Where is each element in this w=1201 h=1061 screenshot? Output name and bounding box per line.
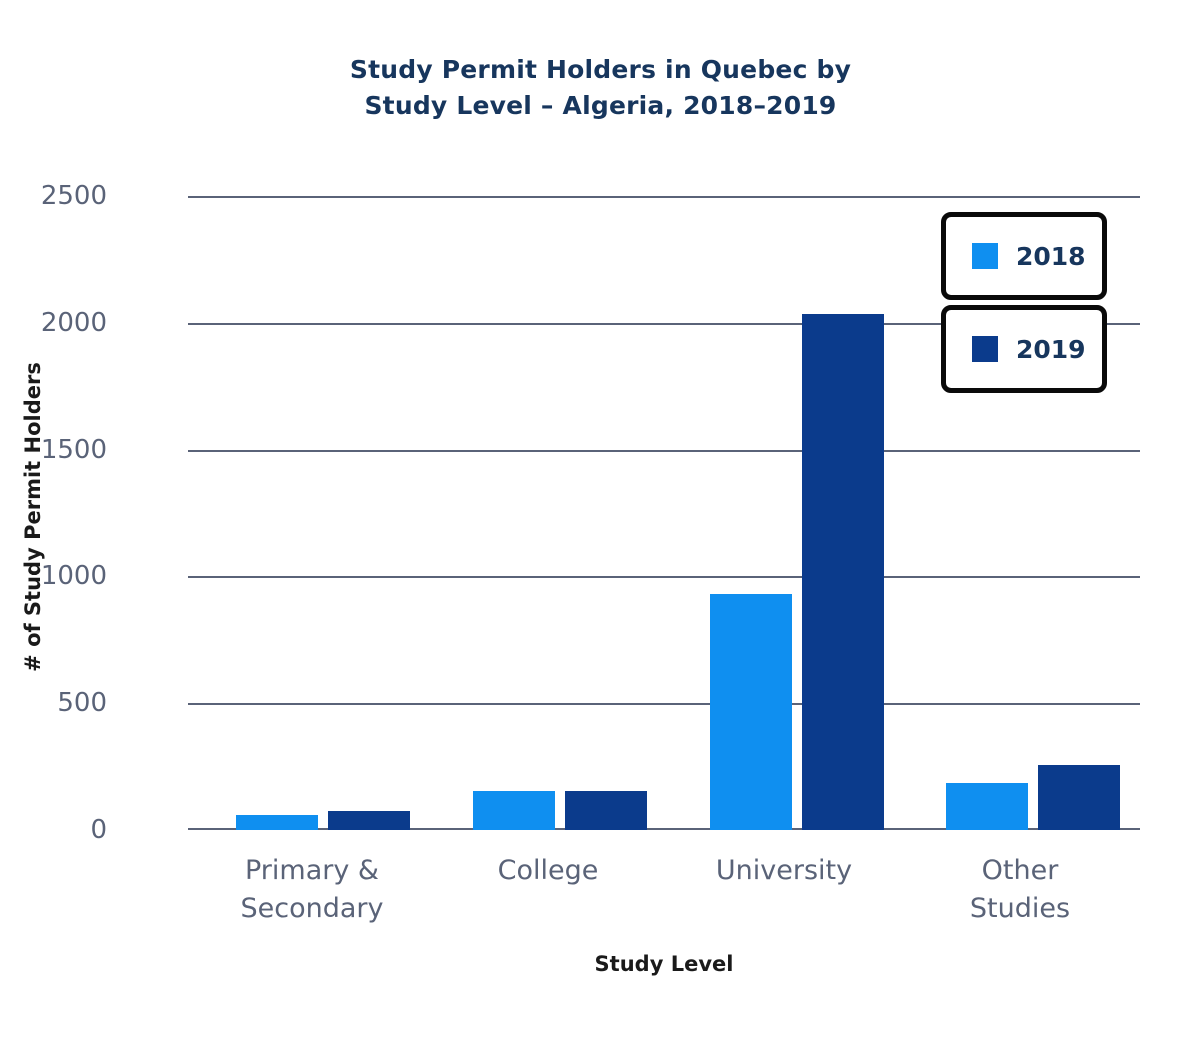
y-tick-0: 0 [90, 815, 107, 845]
x-tick-university-line-1: University [715, 855, 853, 886]
y-tick-1500: 1500 [40, 435, 107, 465]
bar-2019-college [565, 791, 647, 830]
y-tick-1000: 1000 [40, 561, 107, 591]
bar-2018-primary-secondary [236, 815, 318, 830]
chart-title-line-1: Study Permit Holders in Quebec by [349, 55, 852, 84]
x-tick-primary-secondary-line-2: Secondary [240, 893, 384, 924]
bar-2018-college [473, 791, 555, 830]
legend-swatch-2018-icon [972, 243, 998, 269]
x-tick-college [422, 852, 674, 890]
x-tick-primary-secondary-line-1: Primary & [245, 855, 379, 886]
x-tick-primary-secondary [186, 852, 438, 928]
y-tick-500: 500 [57, 688, 107, 718]
bar-2018-other-studies [946, 783, 1028, 830]
y-axis-title: # of Study Permit Holders [21, 362, 45, 672]
y-tick-2500: 2500 [40, 181, 107, 211]
chart-title [0, 52, 1201, 124]
legend-item-2019[interactable] [941, 305, 1107, 393]
bar-2019-university [802, 314, 884, 830]
gridline-1500 [188, 450, 1140, 452]
x-tick-other-studies-line-2: Studies [969, 893, 1071, 924]
bar-2019-other-studies [1038, 765, 1120, 830]
gridline-1000 [188, 576, 1140, 578]
gridline-2500 [188, 196, 1140, 198]
legend-swatch-2019-icon [972, 336, 998, 362]
chart-title-line-2: Study Level – Algeria, 2018–2019 [364, 91, 837, 120]
legend-label-2018: 2018 [1016, 241, 1086, 271]
legend-item-2018[interactable] [941, 212, 1107, 300]
x-tick-other-studies-line-1: Other [981, 855, 1059, 886]
x-tick-university [658, 852, 910, 890]
gridline-500 [188, 703, 1140, 705]
legend-label-2019: 2019 [1016, 334, 1086, 364]
x-axis-title: Study Level [594, 952, 734, 976]
bar-2018-university [710, 594, 792, 830]
bar-2019-primary-secondary [328, 811, 410, 830]
x-tick-other-studies [894, 852, 1146, 928]
y-tick-2000: 2000 [40, 308, 107, 338]
x-tick-college-line-1: College [497, 855, 599, 886]
